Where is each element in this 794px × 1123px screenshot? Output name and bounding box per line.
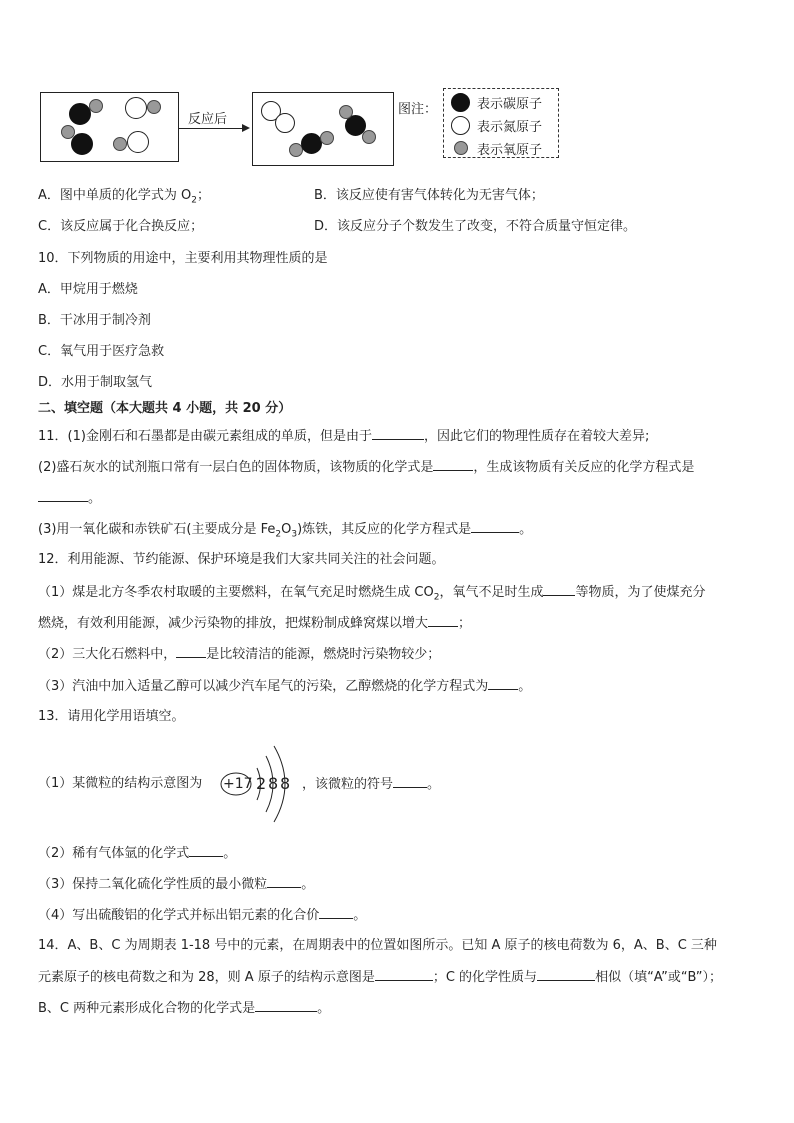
answer-blank[interactable]	[38, 489, 88, 502]
q11-line-4: (3)用一氧化碳和赤铁矿石(主要成分是 $Fe_2O_3$)炼铁，其反应的化学方程式是 。	[38, 522, 533, 540]
shell-electrons: 8	[280, 774, 291, 793]
answer-blank[interactable]	[176, 645, 206, 658]
reaction-arrow	[178, 108, 252, 136]
oxygen-atom	[89, 99, 103, 113]
q10-option-c: C．氧气用于医疗急救	[38, 344, 165, 359]
q12-stem: 12．利用能源、节约能源、保护环境是我们大家共同关注的社会问题。	[38, 552, 445, 567]
q12-line-3: （2）三大化石燃料中， 是比较清洁的能源，燃烧时污染物较少；	[38, 647, 441, 662]
answer-blank[interactable]	[488, 677, 518, 690]
answer-blank[interactable]	[428, 614, 458, 627]
q13-line-2: （2）稀有气体氩的化学式 。	[38, 846, 237, 861]
legend-item-oxygen: 表示氧原子	[451, 137, 542, 159]
q11-line-1: 11．(1)金刚石和石墨都是由碳元素组成的单质，但是由于 ，因此它们的物理性质存在着较大差异;	[38, 429, 650, 444]
q9-option-c: C．该反应属于化合换反应；	[38, 219, 204, 234]
q10-option-b: B．干冰用于制冷剂	[38, 313, 151, 328]
legend-item-carbon: 表示碳原子	[451, 91, 542, 113]
answer-blank[interactable]	[537, 968, 595, 981]
nitrogen-atom	[127, 131, 149, 153]
q13-line-1-tail: ，该微粒的符号 。	[302, 777, 441, 792]
oxygen-atom	[320, 131, 334, 145]
carbon-atom	[71, 133, 93, 155]
oxygen-atom-icon	[454, 141, 468, 155]
q12-line-1: （1）煤是北方冬季农村取暖的主要燃料，在氧气充足时燃烧生成 $CO_2$，氧气不足时生成 等物质，为了使煤充分	[38, 585, 706, 603]
answer-blank[interactable]	[375, 968, 433, 981]
nucleus-charge: +17	[223, 776, 253, 792]
arrow-label: 反应后	[188, 112, 228, 127]
oxygen-atom	[362, 130, 376, 144]
carbon-atom	[301, 133, 322, 154]
nitrogen-atom-icon	[451, 116, 470, 135]
q9-option-d: D．该反应分子个数发生了改变，不符合质量守恒定律。	[314, 219, 637, 234]
answer-blank[interactable]	[255, 999, 317, 1012]
reactants-box	[40, 92, 179, 162]
q14-line-2: 元素原子的核电荷数之和为 28，则 A 原子的结构示意图是 ；C 的化学性质与 相似（填“A”或“B”）；	[38, 970, 722, 985]
answer-blank[interactable]	[267, 875, 301, 888]
q13-line-1: （1）某微粒的结构示意图为	[38, 776, 203, 791]
answer-blank[interactable]	[393, 775, 427, 788]
answer-blank[interactable]	[471, 520, 519, 533]
nitrogen-atom	[275, 113, 295, 133]
legend	[443, 88, 559, 158]
q12-line-2: 燃烧，有效利用能源，减少污染物的排放，把煤粉制成蜂窝煤以增大 ；	[38, 616, 472, 631]
answer-blank[interactable]	[189, 844, 223, 857]
answer-blank[interactable]	[433, 458, 473, 471]
q13-stem: 13．请用化学用语填空。	[38, 709, 185, 724]
arrow-head-icon	[242, 124, 250, 132]
q14-line-3: B、C 两种元素形成化合物的化学式是 。	[38, 1001, 331, 1016]
q10-option-d: D．水用于制取氢气	[38, 375, 153, 390]
carbon-atom	[69, 103, 91, 125]
carbon-atom-icon	[451, 93, 470, 112]
q13-line-3: （3）保持二氧化硫化学性质的最小微粒 。	[38, 877, 315, 892]
atomic-structure-diagram	[216, 740, 300, 828]
oxygen-atom	[113, 137, 127, 151]
oxygen-atom	[339, 105, 353, 119]
q9-option-b: B．该反应使有害气体转化为无害气体；	[314, 188, 544, 203]
answer-blank[interactable]	[319, 906, 353, 919]
section-heading: 二、填空题（本大题共 4 小题，共 20 分）	[38, 401, 292, 416]
shell-electrons: 8	[268, 774, 279, 793]
oxygen-atom	[147, 100, 161, 114]
q10-option-a: A．甲烷用于燃烧	[38, 282, 138, 297]
legend-item-nitrogen: 表示氮原子	[451, 114, 542, 136]
q11-line-2: (2)盛石灰水的试剂瓶口常有一层白色的固体物质，该物质的化学式是 ，生成该物质有关反应的化学方程式是	[38, 460, 695, 475]
q13-line-4: （4）写出硫酸铝的化学式并标出铝元素的化合价 。	[38, 908, 367, 923]
nitrogen-atom	[125, 97, 147, 119]
q12-line-4: （3）汽油中加入适量乙醇可以减少汽车尾气的污染，乙醇燃烧的化学方程式为 。	[38, 679, 532, 694]
shell-electrons: 2	[256, 774, 267, 793]
answer-blank[interactable]	[372, 427, 424, 440]
answer-blank[interactable]	[543, 583, 575, 596]
q10-stem: 10．下列物质的用途中，主要利用其物理性质的是	[38, 251, 328, 266]
legend-title: 图注：	[398, 102, 438, 117]
products-box	[252, 92, 394, 166]
q9-option-a: A．图中单质的化学式为 $O_2$；	[38, 188, 211, 206]
q14-line-1: 14．A、B、C 为周期表 1-18 号中的元素，在周期表中的位置如图所示。已知 A 原子的核电荷数为 6，A、B、C 三种	[38, 938, 717, 953]
q11-line-3: 。	[38, 489, 101, 508]
